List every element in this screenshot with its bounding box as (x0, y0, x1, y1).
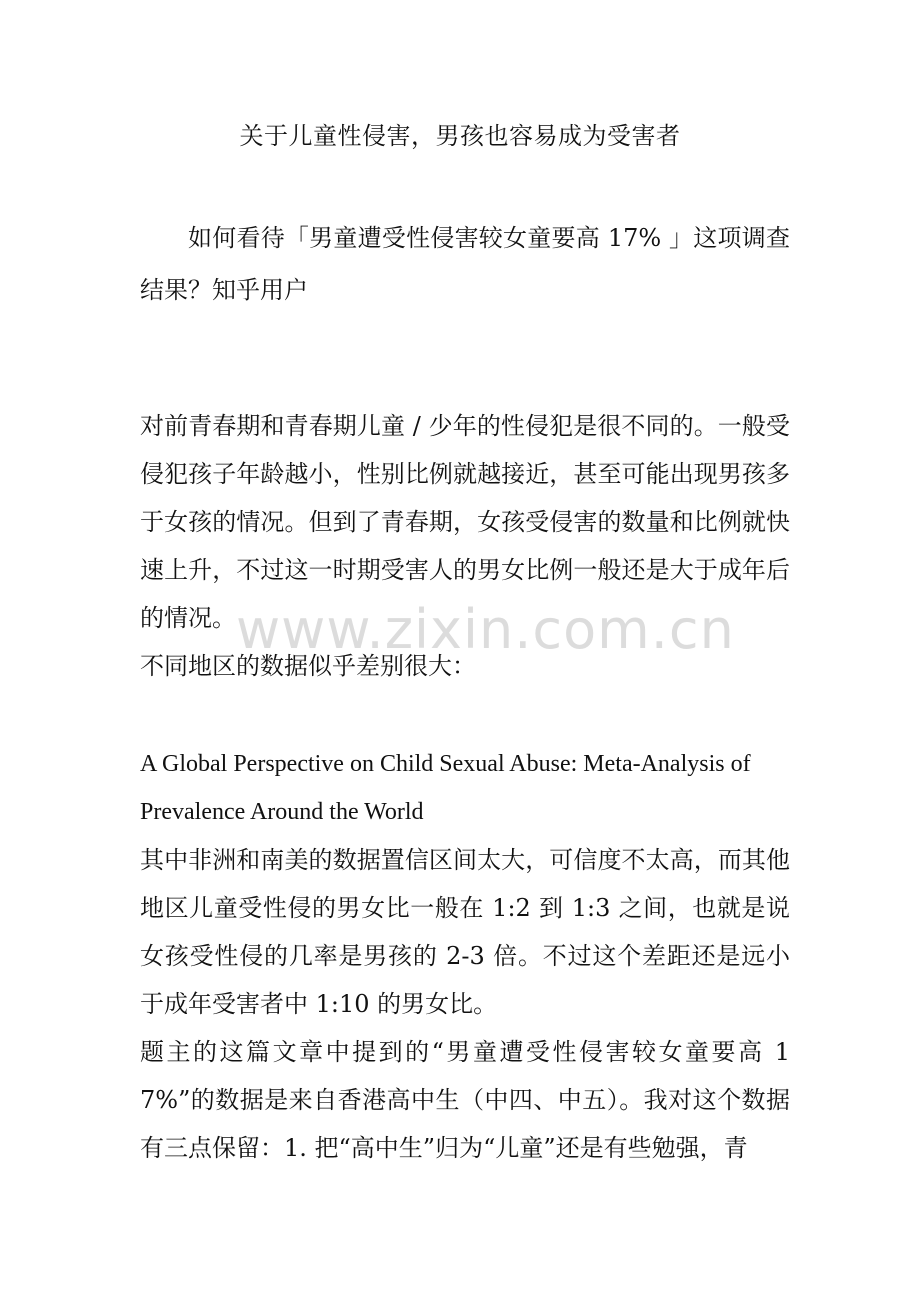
watermark: www.zixin.com.cn (236, 598, 735, 661)
paragraph-puberty: 对前青春期和青春期儿童 / 少年的性侵犯是很不同的。一般受侵犯孩子年龄越小，性别比例就越接近，甚至可能出现男孩多于女孩的情况。但到了青春期，女孩受侵害的数量和比例就快速上升，不过这一时期受害人的男女比例一般还是大于成年后的情况。 (140, 412, 790, 632)
paragraph-hongkong: 题主的这篇文章中提到的“男童遭受性侵害较女童要高 17%”的数据是来自香港高中生（中四、中五）。我对这个数据有三点保留：1. 把“高中生”归为“儿童”还是有些勉强，青 (140, 1038, 790, 1162)
body-section-1 (140, 402, 790, 690)
english-reference-title: A Global Perspective on Child Sexual Abuse: Meta-Analysis of Prevalence Around the World (140, 751, 751, 825)
body-section-2 (140, 836, 790, 1172)
paragraph-regions: 不同地区的数据似乎差别很大： (140, 652, 476, 680)
paragraph-ratio: 其中非洲和南美的数据置信区间太大，可信度不太高，而其他地区儿童受性侵的男女比一般在 1:2 到 1:3 之间，也就是说女孩受性侵的几率是男孩的 2-3 倍。不过这个差距还是远小于成年受害者中 1:10 的男女比。 (140, 846, 790, 1018)
question-paragraph: 如何看待「男童遭受性侵害较女童要高 17% 」这项调查结果？知乎用户 (140, 224, 790, 304)
document-title: 关于儿童性侵害，男孩也容易成为受害者 (239, 122, 681, 150)
